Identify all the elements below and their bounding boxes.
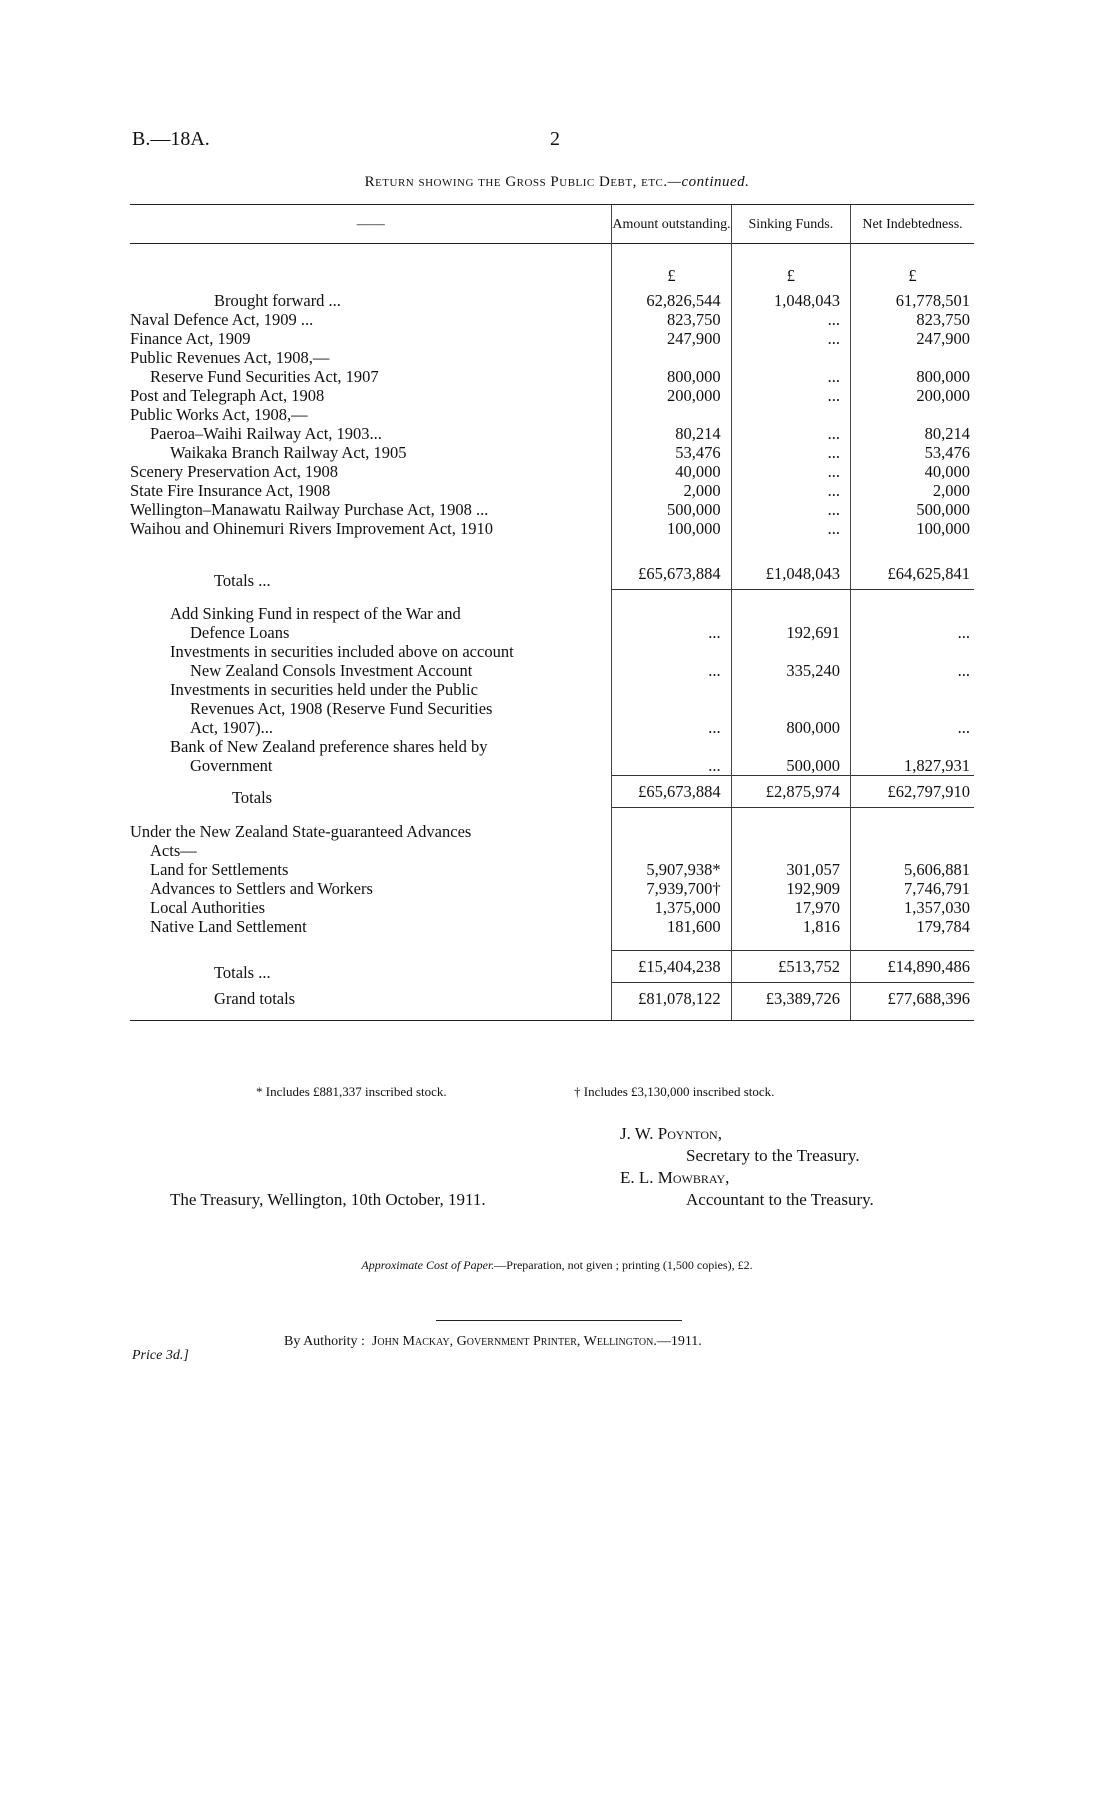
row-label: Naval Defence Act, 1909 ... (130, 310, 314, 329)
totals-row (130, 558, 974, 590)
row-net: 2,000 (851, 481, 974, 500)
row-net: 200,000 (851, 386, 974, 405)
table-row (130, 424, 974, 443)
divider (436, 1320, 682, 1321)
row-net: 800,000 (851, 367, 974, 386)
table-row (130, 329, 974, 348)
row-net: 100,000 (851, 519, 974, 538)
row-sinking: 192,691 (731, 604, 850, 642)
price: Price 3d.] (132, 1348, 189, 1363)
row-amount: 200,000 (612, 386, 731, 405)
row-label: Finance Act, 1909 (130, 329, 251, 348)
footnote-dagger: † Includes £3,130,000 inscribed stock. (574, 1084, 775, 1099)
totals-sinking: £1,048,043 (731, 558, 850, 590)
table-row (130, 898, 974, 917)
table-row (130, 737, 974, 775)
grand-totals-label: Grand totals (130, 982, 612, 1020)
row-net: 179,784 (851, 917, 974, 936)
totals-label: Totals ... (214, 963, 271, 982)
row-label: Reserve Fund Securities Act, 1907 (150, 367, 379, 386)
row-sinking: 192,909 (731, 879, 850, 898)
row-label: Native Land Settlement (150, 916, 307, 936)
title-main: Return showing the Gross Public Debt, etc. (364, 174, 668, 190)
currency-symbol: £ (731, 244, 850, 292)
row-net: 500,000 (851, 500, 974, 519)
grand-totals-sinking: £3,389,726 (731, 982, 850, 1020)
row-sinking: 500,000 (731, 737, 850, 775)
table-row (130, 481, 974, 500)
column-header-sinking: Sinking Funds. (731, 205, 850, 244)
table-row (130, 386, 974, 405)
table-row (130, 680, 974, 737)
section-heading-row (130, 822, 974, 860)
row-label: Wellington–Manawatu Railway Purchase Act, 1908 ... (130, 500, 489, 519)
title-suffix: —continued. (667, 174, 750, 190)
row-label: Local Authorities (150, 897, 266, 917)
row-label: Public Works Act, 1908,— (130, 405, 308, 424)
page-number: 2 (550, 128, 560, 150)
row-sinking (731, 348, 850, 367)
row-net: 40,000 (851, 462, 974, 481)
signatory-name-1: J. W. Poynton, (620, 1124, 722, 1143)
row-net: 823,750 (851, 310, 974, 329)
row-sinking: ... (731, 519, 850, 538)
row-sinking: 301,057 (731, 860, 850, 879)
totals-label: Totals (232, 788, 273, 807)
table-row (130, 405, 974, 424)
row-amount: ... (612, 604, 731, 642)
row-label: Public Revenues Act, 1908,— (130, 348, 330, 367)
row-sinking: ... (731, 386, 850, 405)
table-row (130, 500, 974, 519)
row-amount (612, 348, 731, 367)
row-net: 1,357,030 (851, 898, 974, 917)
row-label: Land for Settlements (150, 859, 289, 879)
grand-totals-amount: £81,078,122 (612, 982, 731, 1020)
row-sinking: ... (731, 329, 850, 348)
row-amount (612, 405, 731, 424)
row-net (851, 348, 974, 367)
footnote-star: * Includes £881,337 inscribed stock. (256, 1084, 447, 1099)
place-date: The Treasury, Wellington, 10th October, 1911. (170, 1190, 486, 1209)
totals-row (130, 950, 974, 982)
row-label: Post and Telegraph Act, 1908 (130, 386, 325, 405)
row-label: Bank of New Zealand preference shares held by Government (170, 737, 488, 775)
signatory-title-1: Secretary to the Treasury. (686, 1146, 860, 1165)
row-net: ... (851, 680, 974, 737)
cost-note-text: —Preparation, not given ; printing (1,500 copies), £2. (494, 1258, 753, 1272)
row-net: ... (851, 642, 974, 680)
totals-amount: £65,673,884 (612, 558, 731, 590)
row-sinking (731, 405, 850, 424)
row-amount: 800,000 (612, 367, 731, 386)
row-sinking: ... (731, 367, 850, 386)
row-sinking: 335,240 (731, 642, 850, 680)
row-amount: ... (612, 680, 731, 737)
row-net: 80,214 (851, 424, 974, 443)
row-amount: 247,900 (612, 329, 731, 348)
grand-totals-row (130, 982, 974, 1020)
row-sinking: ... (731, 500, 850, 519)
table-header-row (130, 205, 974, 244)
currency-symbol: £ (612, 244, 731, 292)
row-sinking: ... (731, 424, 850, 443)
row-amount: 823,750 (612, 310, 731, 329)
row-net: 7,746,791 (851, 879, 974, 898)
row-amount: 5,907,938* (612, 860, 731, 879)
table-row (130, 642, 974, 680)
row-label: State Fire Insurance Act, 1908 (130, 481, 331, 500)
row-sinking: 17,970 (731, 898, 850, 917)
row-sinking: 1,816 (731, 917, 850, 936)
row-sinking: ... (731, 443, 850, 462)
table-row (130, 367, 974, 386)
totals-amount: £15,404,238 (612, 950, 731, 982)
document-reference: B.—18A. (132, 128, 210, 150)
row-label: Waikaka Branch Railway Act, 1905 (170, 443, 407, 462)
totals-amount: £65,673,884 (612, 775, 731, 807)
row-net: ... (851, 604, 974, 642)
row-net: 53,476 (851, 443, 974, 462)
table-row (130, 879, 974, 898)
row-amount: 62,826,544 (612, 291, 731, 310)
cost-note-label: Approximate Cost of Paper. (361, 1258, 495, 1272)
column-header-amount: Amount outstanding. (612, 205, 731, 244)
row-label: Paeroa–Waihi Railway Act, 1903... (150, 424, 382, 443)
row-amount: 100,000 (612, 519, 731, 538)
row-label: Investments in securities held under the Public Revenues Act, 1908 (Reserve Fund Securities Act, 1907)... (170, 680, 493, 737)
row-sinking: ... (731, 310, 850, 329)
cost-note (0, 1258, 1114, 1273)
row-label: Waihou and Ohinemuri Rivers Improvement Act, 1910 (130, 519, 493, 538)
totals-net: £14,890,486 (851, 950, 974, 982)
row-amount: 2,000 (612, 481, 731, 500)
section-heading: Under the New Zealand State-guaranteed Advances Acts— (130, 821, 472, 860)
row-label: Advances to Settlers and Workers (150, 878, 373, 898)
table-row (130, 917, 974, 936)
totals-net: £62,797,910 (851, 775, 974, 807)
table-row (130, 443, 974, 462)
row-label: Brought forward ... (214, 291, 341, 310)
row-amount: 181,600 (612, 917, 731, 936)
debt-table (130, 204, 974, 1021)
table-row (130, 310, 974, 329)
row-net: 1,827,931 (851, 737, 974, 775)
table-row (130, 860, 974, 879)
row-sinking: ... (731, 481, 850, 500)
totals-label: Totals ... (214, 570, 271, 590)
row-net: 5,606,881 (851, 860, 974, 879)
totals-row (130, 775, 974, 807)
column-header-net: Net Indebtedness. (851, 205, 974, 244)
totals-sinking: £513,752 (731, 950, 850, 982)
row-sinking: 800,000 (731, 680, 850, 737)
table-row (130, 462, 974, 481)
row-amount: 80,214 (612, 424, 731, 443)
row-amount: 40,000 (612, 462, 731, 481)
grand-totals-net: £77,688,396 (851, 982, 974, 1020)
row-net: 61,778,501 (851, 291, 974, 310)
row-net (851, 405, 974, 424)
row-sinking: 1,048,043 (731, 291, 850, 310)
row-amount: 500,000 (612, 500, 731, 519)
row-amount: 53,476 (612, 443, 731, 462)
table-row (130, 291, 974, 310)
row-label: Investments in securities included above on account New Zealand Consols Investment Account (170, 642, 514, 680)
currency-symbol: £ (851, 244, 974, 292)
column-header-description: —— (130, 205, 612, 244)
table-row (130, 348, 974, 367)
row-sinking: ... (731, 462, 850, 481)
totals-sinking: £2,875,974 (731, 775, 850, 807)
currency-row (130, 244, 974, 292)
row-amount: ... (612, 737, 731, 775)
printer-imprint: By Authority : John Mackay, Government Printer, Wellington.—1911. (284, 1334, 702, 1349)
row-amount: 7,939,700† (612, 879, 731, 898)
row-amount: 1,375,000 (612, 898, 731, 917)
signatory-name-2: E. L. Mowbray, (620, 1168, 730, 1187)
row-net: 247,900 (851, 329, 974, 348)
table-row (130, 519, 974, 538)
row-label: Scenery Preservation Act, 1908 (130, 462, 339, 481)
row-label: Add Sinking Fund in respect of the War and Defence Loans (170, 604, 461, 642)
table-row (130, 604, 974, 642)
table-title (0, 174, 1114, 191)
totals-net: £64,625,841 (851, 558, 974, 590)
signatory-title-2: Accountant to the Treasury. (686, 1190, 874, 1209)
row-amount: ... (612, 642, 731, 680)
